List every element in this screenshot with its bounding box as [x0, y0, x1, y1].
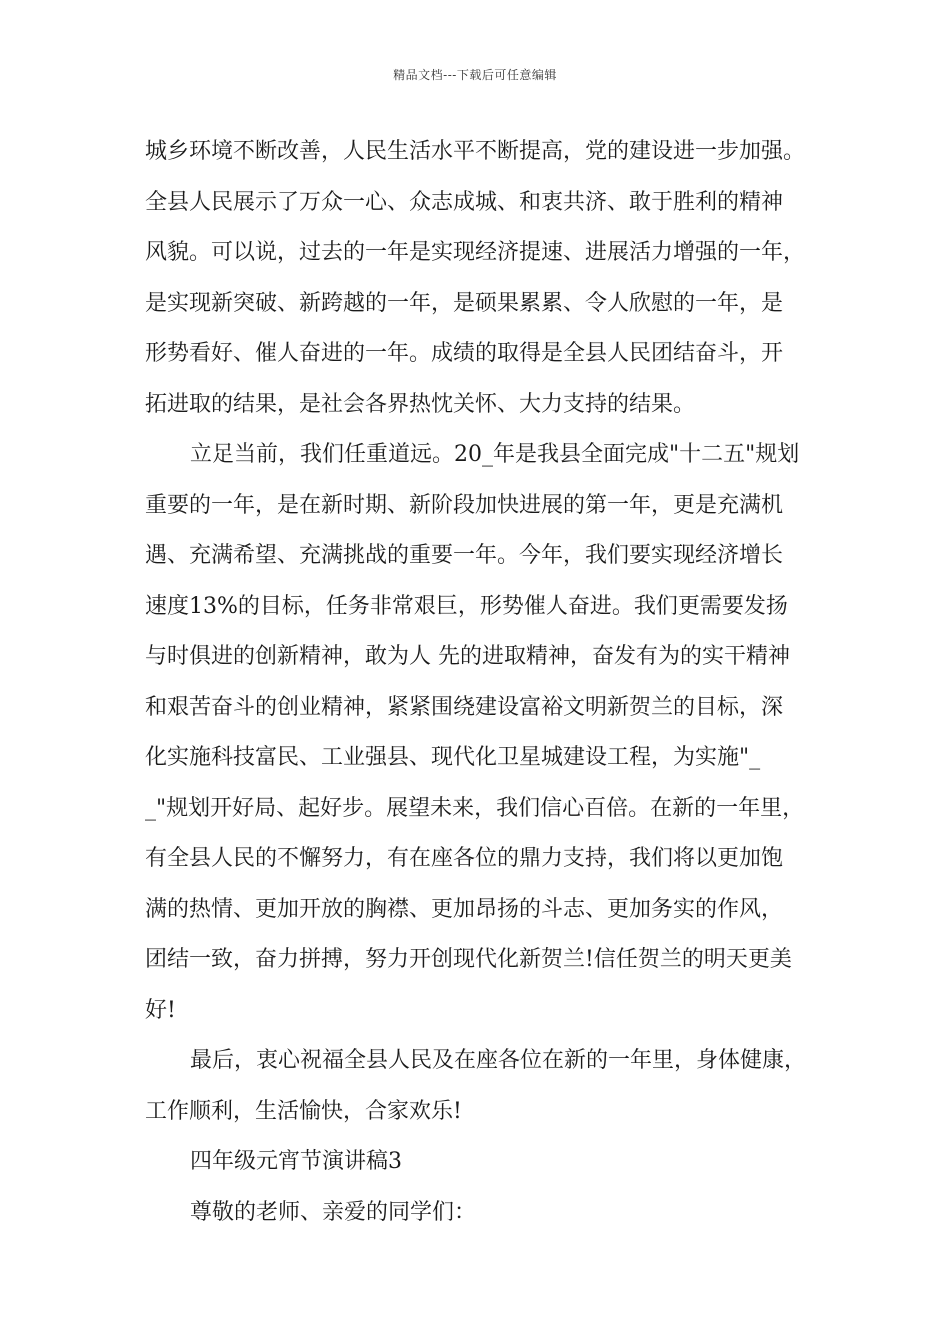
text-line: 重要的一年，是在新时期、新阶段加快进展的第一年，更是充满机 [145, 492, 784, 518]
text-line: 团结一致，奋力拼搏，努力开创现代化新贺兰!信任贺兰的明天更美 [145, 947, 792, 972]
text-line: 全县人民展示了万众一心、众志成城、和衷共济、敢于胜利的精神 [145, 189, 784, 215]
text-line: 有全县人民的不懈努力，有在座各位的鼎力支持，我们将以更加饱 [145, 846, 784, 871]
page-header: 精品文档---下载后可任意编辑 [393, 68, 557, 82]
text-line: 与时俱进的创新精神，敢为人 先的进取精神，奋发有为的实干精神 [145, 644, 790, 669]
paragraph-start-line: 立足当前，我们任重道远。20_年是我县全面完成"十二五"规划 [190, 442, 800, 467]
text-line: 是实现新突破、新跨越的一年，是硕果累累、令人欣慰的一年，是 [145, 290, 784, 316]
text-line: 形势看好、催人奋进的一年。成绩的取得是全县人民团结奋斗，开 [145, 341, 784, 366]
document-body [145, 127, 835, 1238]
paragraph-start-line: 最后，衷心祝福全县人民及在座各位在新的一年里，身体健康， [190, 1048, 807, 1073]
text-line: 好! [145, 997, 176, 1023]
text-line: 风貌。可以说，过去的一年是实现经济提速、进展活力增强的一年， [145, 240, 806, 265]
salutation-line: 尊敬的老师、亲爱的同学们： [190, 1199, 477, 1225]
text-line: 工作顺利，生活愉快，合家欢乐! [145, 1098, 462, 1124]
text-line: 遇、充满希望、充满挑战的重要一年。今年，我们要实现经济增长 [145, 543, 784, 568]
text-line: 拓进取的结果，是社会各界热忱关怀、大力支持的结果。 [145, 391, 696, 417]
section-title: 四年级元宵节演讲稿3 [190, 1149, 402, 1174]
text-line: 速度13%的目标，任务非常艰巨，形势催人奋进。我们更需要发扬 [145, 593, 788, 619]
text-line: 和艰苦奋斗的创业精神，紧紧围绕建设富裕文明新贺兰的目标，深 [145, 694, 784, 720]
text-line: 化实施科技富民、工业强县、现代化卫星城建设工程，为实施"_ [145, 745, 761, 770]
text-line: _"规划开好局、起好步。展望未来，我们信心百倍。在新的一年里， [145, 795, 805, 821]
text-line: 城乡环境不断改善，人民生活水平不断提高，党的建设进一步加强。 [145, 139, 806, 164]
text-line: 满的热情、更加开放的胸襟、更加昂扬的斗志、更加务实的作风， [145, 896, 784, 922]
